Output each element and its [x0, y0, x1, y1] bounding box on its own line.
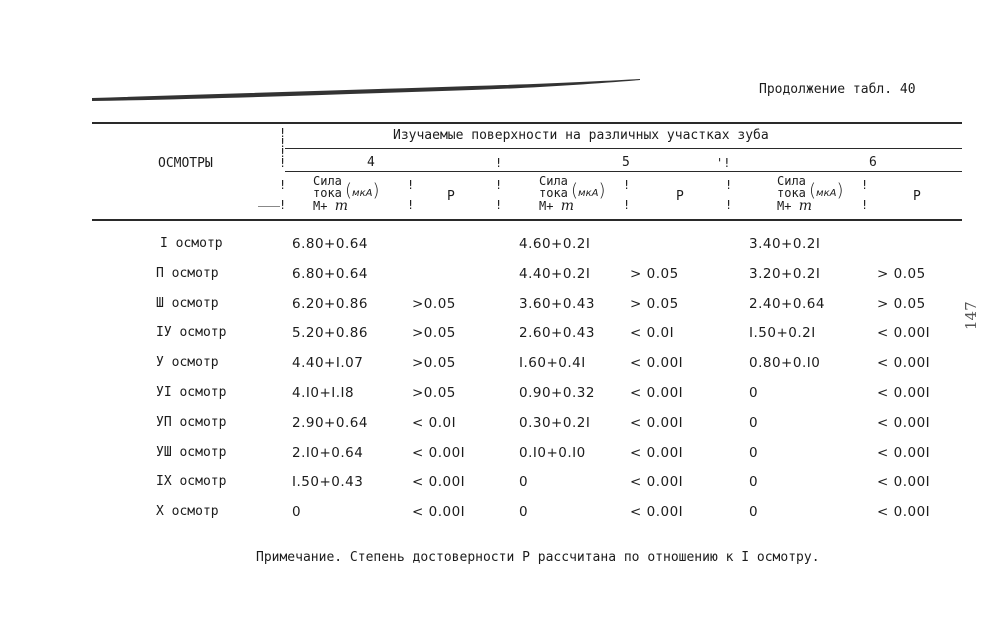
unit-label: (мкА) [809, 180, 844, 201]
sila-label: Сила [539, 174, 568, 188]
mean-label: М+ m [777, 198, 812, 214]
p-value-5: < 0.00I [630, 444, 684, 461]
toka-label: тока [777, 186, 806, 200]
current-value-4: 6.80+0.64 [292, 265, 368, 282]
row-label: Ш осмотр [156, 295, 219, 311]
current-value-4: 4.40+I.07 [292, 355, 364, 372]
p-value-5: < 0.00I [630, 355, 684, 372]
p-value-6: < 0.00I [877, 385, 931, 401]
separator: ! ! [861, 178, 869, 212]
p-value-4: < 0.00I [412, 474, 466, 491]
current-value-6: 0 [749, 504, 759, 521]
row-label: Х осмотр [156, 504, 219, 520]
current-value-4: 2.90+0.64 [292, 414, 368, 431]
unit-label: (мкА) [345, 180, 380, 201]
table-top-rule [92, 122, 962, 124]
sila-label: Сила [313, 174, 342, 188]
toka-label: тока [539, 186, 568, 200]
toka-label: тока [313, 186, 342, 200]
current-value-6: 0 [749, 385, 759, 401]
group-header-rule [285, 148, 962, 149]
row-label: I осмотр [160, 236, 223, 251]
current-value-4: I.50+0.43 [292, 474, 364, 491]
row-label: IX осмотр [156, 474, 227, 490]
p-value-5: < 0.00I [630, 474, 684, 491]
group-5-label: 5 [622, 155, 630, 170]
current-value-5: 0 [519, 504, 529, 521]
mean-label: М+ m [539, 198, 574, 214]
current-value-6: I.50+0.2I [749, 325, 816, 342]
p-value-5: < 0.00I [630, 504, 684, 521]
current-value-5: 0.90+0.32 [519, 385, 595, 401]
p-header: Р [447, 189, 455, 204]
current-value-5: 0.I0+0.I0 [519, 444, 586, 461]
row-label: УШ осмотр [156, 444, 227, 460]
p-value-4: < 0.0I [412, 414, 457, 431]
separator: ! [495, 156, 503, 170]
row-label: IУ осмотр [156, 325, 227, 341]
p-header: Р [913, 189, 921, 204]
row-label: П осмотр [156, 265, 219, 281]
current-value-6: 0 [749, 414, 759, 431]
unit-label: (мкА) [571, 180, 606, 201]
sila-label: Сила [777, 174, 806, 188]
separator: ! ! [407, 178, 415, 212]
p-value-5: < 0.0I [630, 325, 675, 342]
current-value-6: 2.40+0.64 [749, 295, 825, 312]
current-value-5: 3.60+0.43 [519, 295, 595, 312]
current-value-6: 3.40+0.2I [749, 236, 821, 252]
current-value-4: 2.I0+0.64 [292, 444, 364, 461]
current-value-5: 0.30+0.2I [519, 414, 591, 431]
page-number-stamp: 147 [962, 301, 980, 330]
mean-label: М+ m [313, 198, 348, 214]
separator: ! ! [495, 178, 503, 212]
p-value-5: < 0.00I [630, 414, 684, 431]
current-value-6: 0 [749, 444, 759, 461]
current-value-4: 5.20+0.86 [292, 325, 368, 342]
p-value-6: < 0.00I [877, 414, 931, 431]
current-value-4: 6.80+0.64 [292, 236, 368, 252]
separator: ! ! ! ! [279, 126, 287, 170]
separator: ! ! [279, 178, 287, 212]
p-value-6: < 0.00I [877, 474, 931, 491]
row-label: УП осмотр [156, 414, 227, 430]
current-value-5: 4.60+0.2I [519, 236, 591, 252]
p-value-4: < 0.00I [412, 444, 466, 461]
p-value-5: > 0.05 [630, 265, 679, 282]
group-header: Изучаемые поверхности на различных участках зуба [393, 128, 769, 143]
current-value-5: 2.60+0.43 [519, 325, 595, 342]
p-value-6: > 0.05 [877, 265, 926, 282]
p-value-6: < 0.00I [877, 444, 931, 461]
current-value-4: 4.I0+I.I8 [292, 385, 355, 401]
p-header: Р [676, 189, 684, 204]
p-value-5: < 0.00I [630, 385, 684, 401]
table-header-bottom-rule [92, 219, 962, 221]
p-value-4: < 0.00I [412, 504, 466, 521]
p-value-4: >0.05 [412, 355, 456, 372]
p-value-5: > 0.05 [630, 295, 679, 312]
current-value-6: 0.80+0.I0 [749, 355, 821, 372]
p-value-6: > 0.05 [877, 295, 926, 312]
current-value-6: 0 [749, 474, 759, 491]
continuation-label: Продолжение табл. 40 [759, 82, 916, 97]
separator: ! ! [623, 178, 631, 212]
p-value-4: >0.05 [412, 385, 456, 401]
row-label: У осмотр [156, 355, 219, 371]
table-note: Примечание. Степень достоверности Р рассчитана по отношению к I осмотру. [256, 550, 820, 565]
p-value-6: < 0.00I [877, 325, 931, 342]
current-value-4: 6.20+0.86 [292, 295, 368, 312]
p-value-4: >0.05 [412, 325, 456, 342]
group-4-label: 4 [367, 155, 375, 170]
p-value-4: >0.05 [412, 295, 456, 312]
group-number-rule [285, 171, 962, 172]
ink-brush-stroke [92, 78, 640, 102]
p-value-6: < 0.00I [877, 355, 931, 372]
current-value-5: 0 [519, 474, 529, 491]
current-value-6: 3.20+0.2I [749, 265, 821, 282]
current-value-5: 4.40+0.2I [519, 265, 591, 282]
row-header: ОСМОТРЫ [158, 156, 213, 171]
group-6-label: 6 [869, 155, 877, 170]
dash-mark [258, 206, 280, 207]
current-value-4: 0 [292, 504, 302, 521]
p-value-6: < 0.00I [877, 504, 931, 521]
current-value-5: I.60+0.4I [519, 355, 586, 372]
separator: ! ! [725, 178, 733, 212]
row-label: УI осмотр [156, 385, 227, 400]
separator: '! [716, 156, 731, 170]
